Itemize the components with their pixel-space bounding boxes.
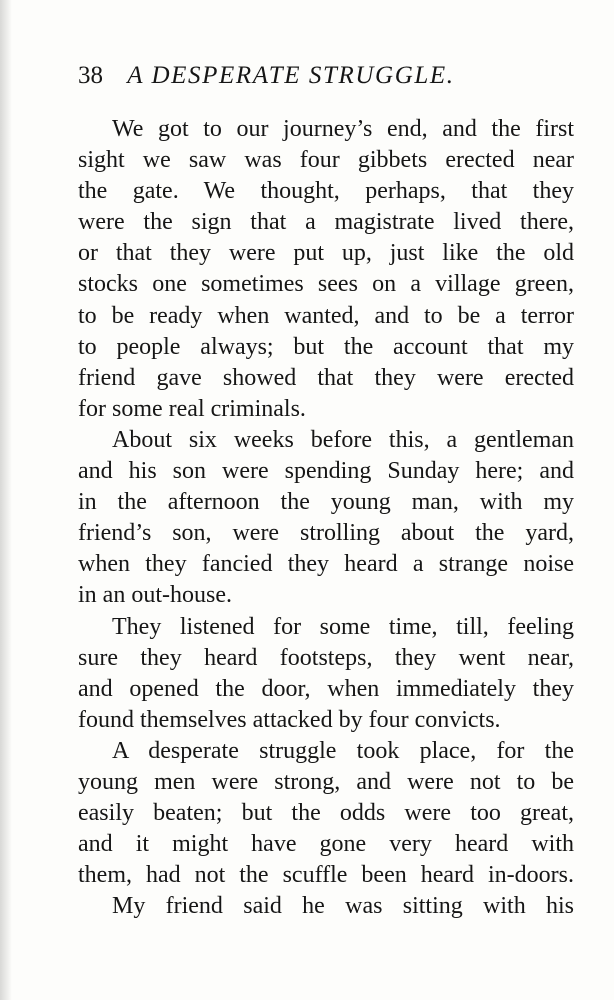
text-line: and opened the door, when immediately they (78, 675, 574, 702)
text-line: About six weeks before this, a gentleman (112, 426, 574, 453)
paragraph-3 (78, 612, 574, 736)
text-line: found themselves attacked by four convicts. (78, 706, 501, 733)
text-line: sight we saw was four gibbets erected near (78, 147, 574, 174)
text-line: to people always; but the account that my (78, 333, 574, 360)
text-line: easily beaten; but the odds were too great, (78, 800, 574, 827)
text-line: the gate. We thought, perhaps, that they (78, 178, 574, 205)
text-line: were the sign that a magistrate lived there, (78, 209, 574, 236)
text-line: to be ready when wanted, and to be a terror (78, 302, 574, 329)
running-title: A DESPERATE STRUGGLE. (127, 62, 455, 89)
text-line: or that they were put up, just like the old (78, 240, 574, 267)
text-line: They listened for some time, till, feeling (112, 613, 574, 640)
text-line: friend gave showed that they were erected (78, 364, 574, 391)
text-line: them, had not the scuffle been heard in-doors. (78, 862, 574, 889)
text-line: for some real criminals. (78, 395, 306, 422)
text-line: A desperate struggle took place, for the (112, 737, 574, 764)
text-line: We got to our journey’s end, and the first (112, 116, 574, 142)
text-line: friend’s son, were strolling about the yard, (78, 520, 574, 547)
paragraph-4 (78, 736, 574, 891)
text-line: sure they heard footsteps, they went near, (78, 644, 574, 671)
body-text (78, 114, 574, 922)
text-line: in an out-house. (78, 582, 232, 609)
text-line: and his son were spending Sunday here; and (78, 458, 574, 485)
text-line: stocks one sometimes sees on a village green, (78, 271, 574, 298)
text-line: My friend said he was sitting with his (112, 893, 574, 920)
page-gutter-shadow (0, 0, 12, 1000)
page-number: 38 (78, 62, 103, 89)
paragraph-2 (78, 425, 574, 612)
text-line: and it might have gone very heard with (78, 831, 574, 858)
paragraph-5 (78, 891, 574, 922)
text-line: in the afternoon the young man, with my (78, 489, 574, 516)
page-header (78, 61, 538, 91)
text-line: when they fancied they heard a strange noise (78, 551, 574, 578)
paragraph-1 (78, 114, 574, 425)
text-line: young men were strong, and were not to be (78, 768, 574, 795)
